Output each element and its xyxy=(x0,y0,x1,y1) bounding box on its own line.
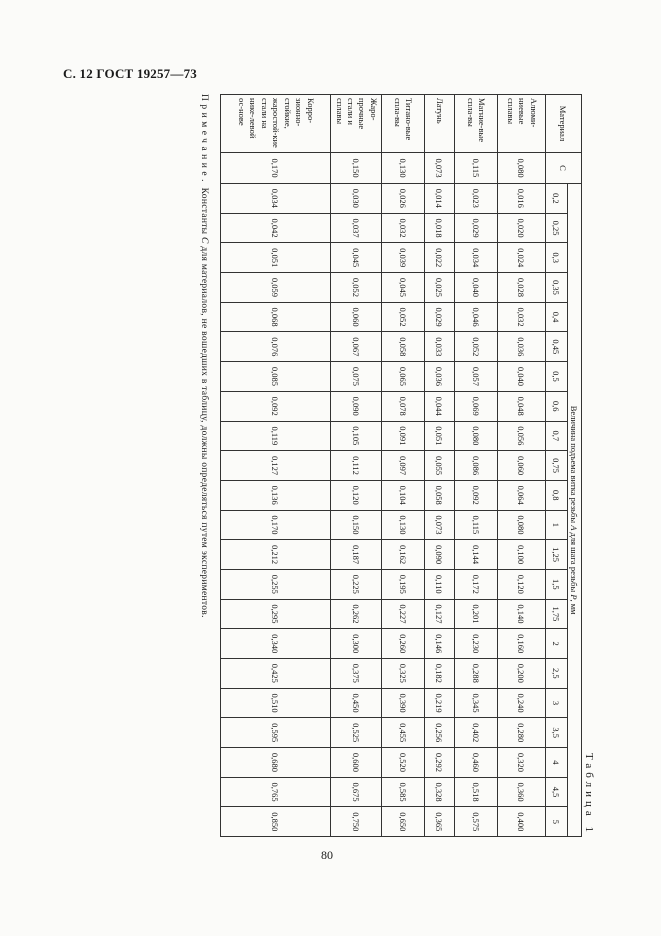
value-cell: 0,065 xyxy=(382,362,425,392)
value-cell: 0,345 xyxy=(455,688,498,718)
value-cell: 0,288 xyxy=(455,659,498,689)
value-cell: 0,227 xyxy=(382,599,425,629)
value-cell: 0,390 xyxy=(382,688,425,718)
c-header: С xyxy=(546,153,582,184)
pitch-group-suffix: , мм xyxy=(569,599,580,615)
value-cell: 0,055 xyxy=(425,451,455,481)
value-cell: 0,036 xyxy=(498,332,546,362)
value-cell: 0,080 xyxy=(455,421,498,451)
value-cell: 0,020 xyxy=(498,213,546,243)
pitch-header-cell: 4,5 xyxy=(546,777,568,807)
value-cell: 0,240 xyxy=(498,688,546,718)
value-cell: 0,075 xyxy=(331,362,382,392)
value-cell: 0,059 xyxy=(221,273,331,303)
value-cell: 0,029 xyxy=(425,302,455,332)
value-cell: 0,600 xyxy=(331,748,382,778)
value-cell: 0,037 xyxy=(331,213,382,243)
value-cell: 0,023 xyxy=(455,184,498,214)
value-cell: 0,029 xyxy=(455,213,498,243)
value-cell: 0,052 xyxy=(331,273,382,303)
value-cell: 0,025 xyxy=(425,273,455,303)
value-cell: 0,162 xyxy=(382,540,425,570)
value-cell: 0,100 xyxy=(498,540,546,570)
value-cell: 0,032 xyxy=(498,302,546,332)
value-cell: 0,034 xyxy=(221,184,331,214)
value-cell: 0,032 xyxy=(382,213,425,243)
table-row xyxy=(498,95,546,837)
value-cell: 0,052 xyxy=(382,302,425,332)
thread-table xyxy=(220,94,582,837)
value-cell: 0,018 xyxy=(425,213,455,243)
value-cell: 0,292 xyxy=(425,748,455,778)
value-cell: 0,056 xyxy=(498,421,546,451)
value-cell: 0,120 xyxy=(498,569,546,599)
value-cell: 0,110 xyxy=(425,569,455,599)
value-cell: 0,030 xyxy=(331,184,382,214)
value-cell: 0,262 xyxy=(331,599,382,629)
value-cell: 0,078 xyxy=(382,391,425,421)
pitch-header-cell: 3 xyxy=(546,688,568,718)
page-header: С. 12 ГОСТ 19257—73 xyxy=(63,66,197,81)
material-header: Материал xyxy=(546,95,582,153)
value-cell: 0,090 xyxy=(425,540,455,570)
value-cell: 0,076 xyxy=(221,332,331,362)
pitch-header-cell: 0,25 xyxy=(546,213,568,243)
value-cell: 0,425 xyxy=(221,659,331,689)
value-cell: 0,675 xyxy=(331,777,382,807)
value-cell: 0,057 xyxy=(455,362,498,392)
material-cell: Титано-вые спла-вы xyxy=(382,95,425,153)
page-number: 80 xyxy=(321,848,333,862)
pitch-header-cell: 0,6 xyxy=(546,391,568,421)
value-cell: 0,051 xyxy=(425,421,455,451)
table-row xyxy=(221,95,331,837)
note-var: С xyxy=(199,237,209,244)
value-cell: 0,120 xyxy=(331,480,382,510)
value-cell: 0,033 xyxy=(425,332,455,362)
value-cell: 0,058 xyxy=(382,332,425,362)
pitch-group-var: A xyxy=(569,525,580,531)
value-cell: 0,046 xyxy=(455,302,498,332)
value-cell: 0,014 xyxy=(425,184,455,214)
value-cell: 0,765 xyxy=(221,777,331,807)
material-cell: Латунь xyxy=(425,95,455,153)
value-cell: 0,300 xyxy=(331,629,382,659)
value-cell: 0,028 xyxy=(498,273,546,303)
value-cell: 0,365 xyxy=(425,807,455,837)
value-cell: 0,182 xyxy=(425,659,455,689)
pitch-header-cell: 0,45 xyxy=(546,332,568,362)
value-cell: 0,525 xyxy=(331,718,382,748)
pitch-header-cell: 1,75 xyxy=(546,599,568,629)
value-cell: 0,051 xyxy=(221,243,331,273)
value-cell: 0,140 xyxy=(498,599,546,629)
value-cell: 0,058 xyxy=(425,480,455,510)
material-cell: Магние-вые спла-вы xyxy=(455,95,498,153)
value-cell: 0,086 xyxy=(455,451,498,481)
value-cell: 0,510 xyxy=(221,688,331,718)
value-cell: 0,045 xyxy=(331,243,382,273)
value-cell: 0,080 xyxy=(498,510,546,540)
value-cell: 0,090 xyxy=(331,391,382,421)
c-cell: 0,080 xyxy=(498,153,546,184)
pitch-header-cell: 0,2 xyxy=(546,184,568,214)
value-cell: 0,042 xyxy=(221,213,331,243)
pitch-header-cell: 0,5 xyxy=(546,362,568,392)
value-cell: 0,200 xyxy=(498,659,546,689)
value-cell: 0,256 xyxy=(425,718,455,748)
value-cell: 0,127 xyxy=(221,451,331,481)
table-row xyxy=(331,95,382,837)
value-cell: 0,455 xyxy=(382,718,425,748)
value-cell: 0,400 xyxy=(498,807,546,837)
pitch-header-cell: 3,5 xyxy=(546,718,568,748)
value-cell: 0,060 xyxy=(498,451,546,481)
table-caption: Таблица 1 xyxy=(583,752,595,836)
value-cell: 0,219 xyxy=(425,688,455,718)
value-cell: 0,160 xyxy=(498,629,546,659)
table-note xyxy=(199,94,209,836)
value-cell: 0,850 xyxy=(221,807,331,837)
value-cell: 0,060 xyxy=(331,302,382,332)
value-cell: 0,150 xyxy=(331,510,382,540)
value-cell: 0,026 xyxy=(382,184,425,214)
value-cell: 0,104 xyxy=(382,480,425,510)
pitch-header-cell: 0,4 xyxy=(546,302,568,332)
pitch-header-cell: 0,3 xyxy=(546,243,568,273)
value-cell: 0,073 xyxy=(425,510,455,540)
value-cell: 0,575 xyxy=(455,807,498,837)
value-cell: 0,520 xyxy=(382,748,425,778)
value-cell: 0,112 xyxy=(331,451,382,481)
value-cell: 0,115 xyxy=(455,510,498,540)
value-cell: 0,295 xyxy=(221,599,331,629)
value-cell: 0,036 xyxy=(425,362,455,392)
value-cell: 0,187 xyxy=(331,540,382,570)
pitch-header-cell: 1 xyxy=(546,510,568,540)
material-cell: Жаро-прочные стали и сплавы xyxy=(331,95,382,153)
value-cell: 0,212 xyxy=(221,540,331,570)
value-cell: 0,225 xyxy=(331,569,382,599)
value-cell: 0,097 xyxy=(382,451,425,481)
pitch-header-cell: 2 xyxy=(546,629,568,659)
value-cell: 0,518 xyxy=(455,777,498,807)
value-cell: 0,136 xyxy=(221,480,331,510)
value-cell: 0,044 xyxy=(425,391,455,421)
value-cell: 0,460 xyxy=(455,748,498,778)
c-cell: 0,073 xyxy=(425,153,455,184)
material-cell: Корро-зионно-стойкие, жаростой-кие стали на нике-левой ос-нове xyxy=(221,95,331,153)
value-cell: 0,039 xyxy=(382,243,425,273)
value-cell: 0,052 xyxy=(455,332,498,362)
value-cell: 0,067 xyxy=(331,332,382,362)
value-cell: 0,069 xyxy=(455,391,498,421)
value-cell: 0,360 xyxy=(498,777,546,807)
value-cell: 0,195 xyxy=(382,569,425,599)
pitch-group-header xyxy=(568,184,582,837)
c-cell: 0,150 xyxy=(331,153,382,184)
value-cell: 0,320 xyxy=(498,748,546,778)
pitch-group-var2: P xyxy=(569,594,580,600)
value-cell: 0,024 xyxy=(498,243,546,273)
pitch-header-cell: 5 xyxy=(546,807,568,837)
table-row xyxy=(382,95,425,837)
value-cell: 0,144 xyxy=(455,540,498,570)
table-body xyxy=(221,95,546,837)
value-cell: 0,585 xyxy=(382,777,425,807)
value-cell: 0,201 xyxy=(455,599,498,629)
value-cell: 0,402 xyxy=(455,718,498,748)
value-cell: 0,328 xyxy=(425,777,455,807)
value-cell: 0,040 xyxy=(498,362,546,392)
value-cell: 0,650 xyxy=(382,807,425,837)
value-cell: 0,255 xyxy=(221,569,331,599)
note-text-2: для материалов, не вошедших в таблицу, должны определяться путем экспериментов. xyxy=(199,243,209,618)
value-cell: 0,280 xyxy=(498,718,546,748)
value-cell: 0,119 xyxy=(221,421,331,451)
value-cell: 0,091 xyxy=(382,421,425,451)
note-text-1: Константы xyxy=(199,184,209,238)
value-cell: 0,092 xyxy=(455,480,498,510)
pitch-header-cell: 0,35 xyxy=(546,273,568,303)
rotated-table-block xyxy=(76,94,595,836)
value-cell: 0,045 xyxy=(382,273,425,303)
value-cell: 0,085 xyxy=(221,362,331,392)
value-cell: 0,375 xyxy=(331,659,382,689)
value-cell: 0,230 xyxy=(455,629,498,659)
value-cell: 0,340 xyxy=(221,629,331,659)
pitch-header-cell: 0,7 xyxy=(546,421,568,451)
value-cell: 0,146 xyxy=(425,629,455,659)
value-cell: 0,450 xyxy=(331,688,382,718)
pitch-header-cell: 0,75 xyxy=(546,451,568,481)
pitch-header-cell: 4 xyxy=(546,748,568,778)
value-cell: 0,595 xyxy=(221,718,331,748)
value-cell: 0,040 xyxy=(455,273,498,303)
pitch-header-cell: 0,8 xyxy=(546,480,568,510)
c-cell: 0,130 xyxy=(382,153,425,184)
material-cell: Алюми-ниевые сплавы xyxy=(498,95,546,153)
value-cell: 0,048 xyxy=(498,391,546,421)
note-lead: Примечание. xyxy=(199,94,209,185)
value-cell: 0,680 xyxy=(221,748,331,778)
value-cell: 0,325 xyxy=(382,659,425,689)
pitch-group-prefix: Величина подъема витка резьбы xyxy=(569,405,580,524)
table-row xyxy=(425,95,455,837)
value-cell: 0,170 xyxy=(221,510,331,540)
value-cell: 0,034 xyxy=(455,243,498,273)
value-cell: 0,172 xyxy=(455,569,498,599)
value-cell: 0,022 xyxy=(425,243,455,273)
c-cell: 0,115 xyxy=(455,153,498,184)
value-cell: 0,064 xyxy=(498,480,546,510)
value-cell: 0,130 xyxy=(382,510,425,540)
value-cell: 0,260 xyxy=(382,629,425,659)
value-cell: 0,127 xyxy=(425,599,455,629)
value-cell: 0,068 xyxy=(221,302,331,332)
value-cell: 0,016 xyxy=(498,184,546,214)
pitch-header-cell: 2,5 xyxy=(546,659,568,689)
value-cell: 0,105 xyxy=(331,421,382,451)
pitch-header-cell: 1,5 xyxy=(546,569,568,599)
pitch-group-mid: для шага резьбы xyxy=(569,532,580,593)
value-cell: 0,750 xyxy=(331,807,382,837)
table-row xyxy=(455,95,498,837)
c-cell: 0,170 xyxy=(221,153,331,184)
value-cell: 0,092 xyxy=(221,391,331,421)
pitch-header-cell: 1,25 xyxy=(546,540,568,570)
pitch-header-row xyxy=(546,95,568,837)
